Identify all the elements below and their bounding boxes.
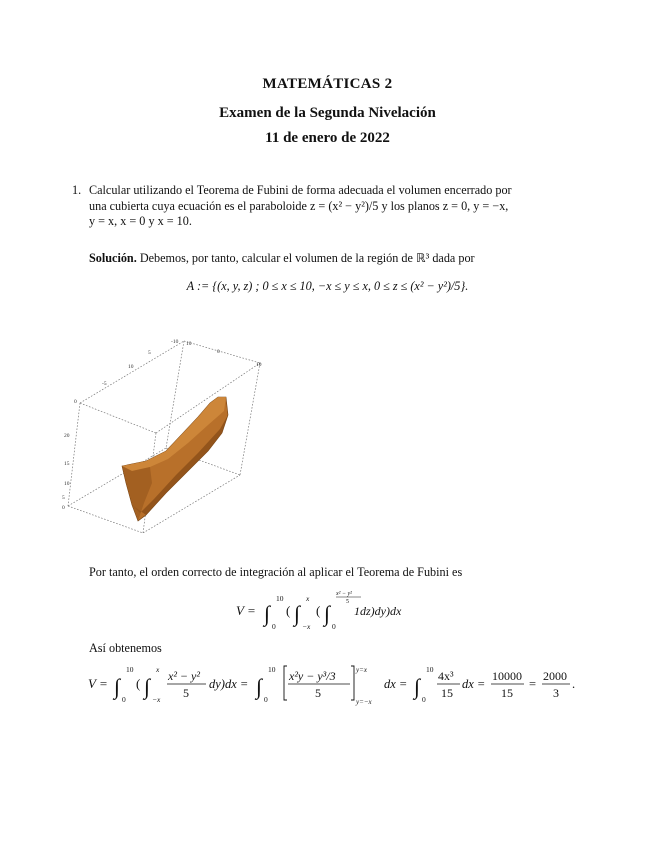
region-definition: A := {(x, y, z) ; 0 ≤ x ≤ 10, −x ≤ y ≤ x, 0 ≤ z ≤ (x² − y²)/5}. xyxy=(186,279,469,293)
paraboloid-surface xyxy=(122,397,228,521)
formula-text: dx = xyxy=(462,677,486,691)
fraction-numerator: x²y − y³/3 xyxy=(289,669,336,683)
upper-limit-den: 5 xyxy=(346,599,349,605)
lower-limit: 0 xyxy=(272,622,276,631)
problem-number: 1. xyxy=(72,183,82,197)
result-intro-text: Así obtenemos xyxy=(89,641,162,655)
tick-label: -10 xyxy=(171,339,179,345)
formula-lhs: V = xyxy=(88,676,108,691)
integral-sign: ∫ xyxy=(414,674,421,699)
paren: ( xyxy=(316,603,321,618)
tick-label: 10 xyxy=(256,362,262,368)
lower-limit: 0 xyxy=(422,695,426,704)
volume-computation-formula xyxy=(88,660,578,710)
integration-order-text: Por tanto, el orden correcto de integración al aplicar el Teorema de Fubini es xyxy=(89,565,463,579)
tick-label: 10 xyxy=(128,364,134,370)
solution-text: Debemos, por tanto, calcular el volumen de la región de ℝ³ dada por xyxy=(139,251,475,265)
tick-label: 5 xyxy=(62,495,65,501)
problem-line-3: y = x, x = 0 y x = 10. xyxy=(89,214,192,228)
solution-intro xyxy=(89,251,475,267)
fraction-denominator: 5 xyxy=(183,686,189,700)
integral-sign: ∫ xyxy=(144,674,151,699)
fraction-denominator: 3 xyxy=(553,686,559,700)
formula-text: = xyxy=(529,677,537,691)
upper-limit: x xyxy=(306,594,310,603)
fraction-denominator: 15 xyxy=(441,686,453,700)
fraction-denominator: 15 xyxy=(501,686,513,700)
bounding-box xyxy=(68,341,260,533)
fraction-numerator: 2000 xyxy=(543,669,567,683)
integral-sign: ∫ xyxy=(264,601,271,626)
exam-date: 11 de enero de 2022 xyxy=(265,130,390,146)
fraction-denominator: 5 xyxy=(315,686,321,700)
tick-label: 10 xyxy=(64,481,70,487)
lower-limit: 0 xyxy=(264,695,268,704)
formula-lhs: V = xyxy=(236,603,256,618)
integrand: 1dz)dy)dx xyxy=(354,604,402,618)
upper-limit: 10 xyxy=(426,665,434,674)
tick-label: -5 xyxy=(102,381,107,387)
fraction-numerator: 4x³ xyxy=(438,669,454,683)
upper-limit: x xyxy=(156,665,160,674)
paren: ( xyxy=(136,676,141,691)
formula-text: . xyxy=(572,677,576,691)
problem-statement xyxy=(89,183,579,230)
integral-sign: ∫ xyxy=(294,601,301,626)
formula-text: dy)dx = xyxy=(209,677,249,691)
formula-text: dx = xyxy=(384,677,408,691)
lower-limit: −x xyxy=(302,622,311,631)
problem-line-2: una cubierta cuya ecuación es el paraboloide z = (x² − y²)/5 y los planos z = 0, y = −x, xyxy=(89,198,509,213)
fraction-numerator: 10000 xyxy=(492,669,522,683)
upper-limit: y=x xyxy=(356,666,367,674)
lower-limit: 0 xyxy=(332,622,336,631)
tick-label: 0 xyxy=(217,349,220,355)
problem-line-1: Calcular utilizando el Teorema de Fubini de forma adecuada el volumen encerrado por xyxy=(89,183,512,197)
integral-sign: ∫ xyxy=(114,674,121,699)
tick-label: 10 xyxy=(186,341,192,347)
course-title: MATEMÁTICAS 2 xyxy=(262,76,393,92)
upper-limit-num: x² − y² xyxy=(336,591,352,597)
solution-label: Solución. xyxy=(89,251,137,265)
upper-limit: 10 xyxy=(268,665,276,674)
upper-limit: 10 xyxy=(276,594,284,603)
exam-title: Examen de la Segunda Nivelación xyxy=(219,105,436,121)
surface-plot-3d xyxy=(58,333,270,533)
lower-limit: −x xyxy=(152,695,161,704)
lower-limit: y=−x xyxy=(356,698,372,706)
integral-sign: ∫ xyxy=(324,601,331,626)
tick-label: 15 xyxy=(64,461,70,467)
tick-label: 5 xyxy=(148,350,151,356)
integral-sign: ∫ xyxy=(256,674,263,699)
fubini-integral-formula xyxy=(236,587,436,635)
tick-label: 20 xyxy=(64,433,70,439)
paren: ( xyxy=(286,603,291,618)
lower-limit: 0 xyxy=(122,695,126,704)
tick-label: 0 xyxy=(74,399,77,405)
fraction-numerator: x² − y² xyxy=(168,669,200,683)
tick-label: 0 xyxy=(62,505,65,511)
upper-limit: 10 xyxy=(126,665,134,674)
